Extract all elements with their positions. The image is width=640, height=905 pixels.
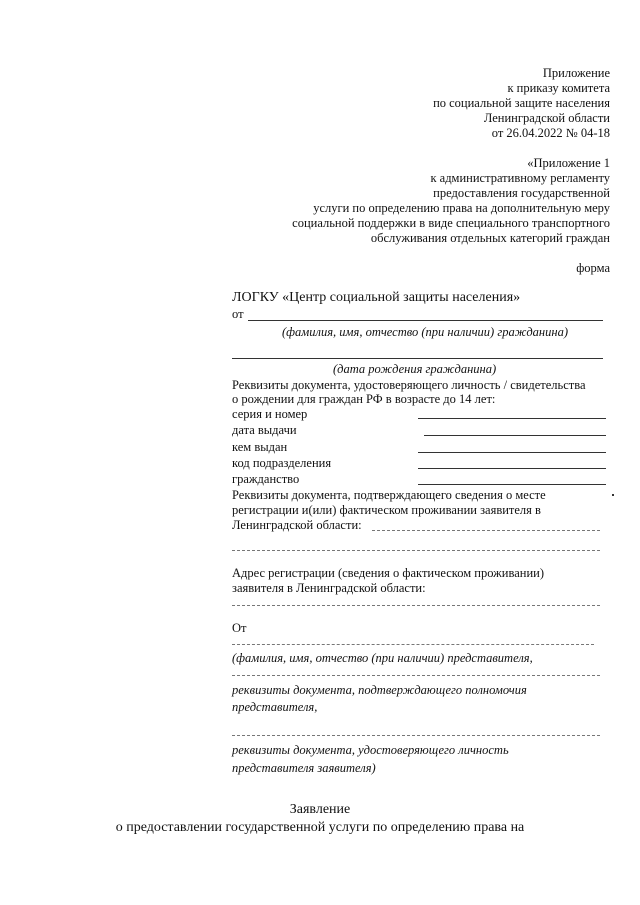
representative-from-label: От (232, 621, 247, 635)
id-division-code-field[interactable] (418, 468, 606, 469)
appendix-line: по социальной защите населения (433, 96, 610, 110)
regulation-line: предоставления государственной (433, 186, 610, 200)
scan-speck (612, 494, 614, 496)
residence-doc-field[interactable] (372, 530, 600, 531)
representative-auth-hint: реквизиты документа, подтверждающего полномочия (232, 683, 527, 697)
representative-id-hint: представителя заявителя) (232, 761, 376, 775)
residence-doc-text: Ленинградской области: (232, 518, 362, 532)
id-series-field[interactable] (418, 418, 606, 419)
form-label: форма (576, 261, 610, 275)
regulation-line: услуги по определению права на дополнительную меру (313, 201, 610, 215)
id-issue-date-field[interactable] (424, 435, 606, 436)
representative-id-field[interactable] (232, 735, 600, 736)
regulation-line: «Приложение 1 (527, 156, 610, 170)
address-field[interactable] (232, 605, 600, 606)
address-text: заявителя в Ленинградской области: (232, 581, 426, 595)
citizenship-field[interactable] (418, 484, 606, 485)
applicant-fio-line[interactable] (248, 320, 603, 321)
regulation-line: к административному регламенту (430, 171, 610, 185)
appendix-line: Приложение (542, 66, 610, 80)
id-division-code-label: код подразделения (232, 456, 332, 470)
applicant-dob-hint: (дата рождения гражданина) (333, 362, 497, 376)
residence-doc-text: Реквизиты документа, подтверждающего сведения о месте (232, 488, 546, 502)
applicant-fio-hint: (фамилия, имя, отчество (при наличии) гражданина) (282, 325, 568, 339)
appendix-line: к приказу комитета (507, 81, 610, 95)
id-doc-intro: о рождении для граждан РФ в возрасте до 14 лет: (232, 392, 496, 406)
applicant-dob-line[interactable] (232, 358, 603, 359)
residence-doc-text: регистрации и(или) фактическом проживании заявителя в (232, 503, 541, 517)
citizenship-label: гражданство (232, 472, 300, 486)
representative-fio-field[interactable] (232, 644, 594, 645)
address-text: Адрес регистрации (сведения о фактическом проживании) (232, 566, 545, 580)
regulation-line: обслуживания отдельных категорий граждан (370, 231, 610, 245)
statement-subtitle: о предоставлении государственной услуги по определению права на (115, 820, 525, 835)
recipient-from-label: от (232, 307, 244, 321)
recipient-org: ЛОГКУ «Центр социальной защиты населения» (232, 290, 521, 305)
id-series-label: серия и номер (232, 407, 308, 421)
representative-id-hint: реквизиты документа, удостоверяющего личность (232, 743, 509, 757)
appendix-date-line: от 26.04.2022 № 04-18 (491, 126, 610, 140)
residence-doc-field-2[interactable] (232, 550, 600, 551)
representative-auth-hint: представителя, (232, 700, 318, 714)
appendix-line: Ленинградской области (483, 111, 610, 125)
id-issued-by-field[interactable] (418, 452, 606, 453)
id-doc-intro: Реквизиты документа, удостоверяющего личность / свидетельства (232, 378, 586, 392)
id-issue-date-label: дата выдачи (232, 423, 297, 437)
statement-title: Заявление (289, 802, 351, 817)
representative-fio-hint: (фамилия, имя, отчество (при наличии) представителя, (232, 651, 533, 665)
id-issued-by-label: кем выдан (232, 440, 288, 454)
regulation-line: социальной поддержки в виде специального транспортного (292, 216, 610, 230)
representative-auth-field[interactable] (232, 675, 600, 676)
